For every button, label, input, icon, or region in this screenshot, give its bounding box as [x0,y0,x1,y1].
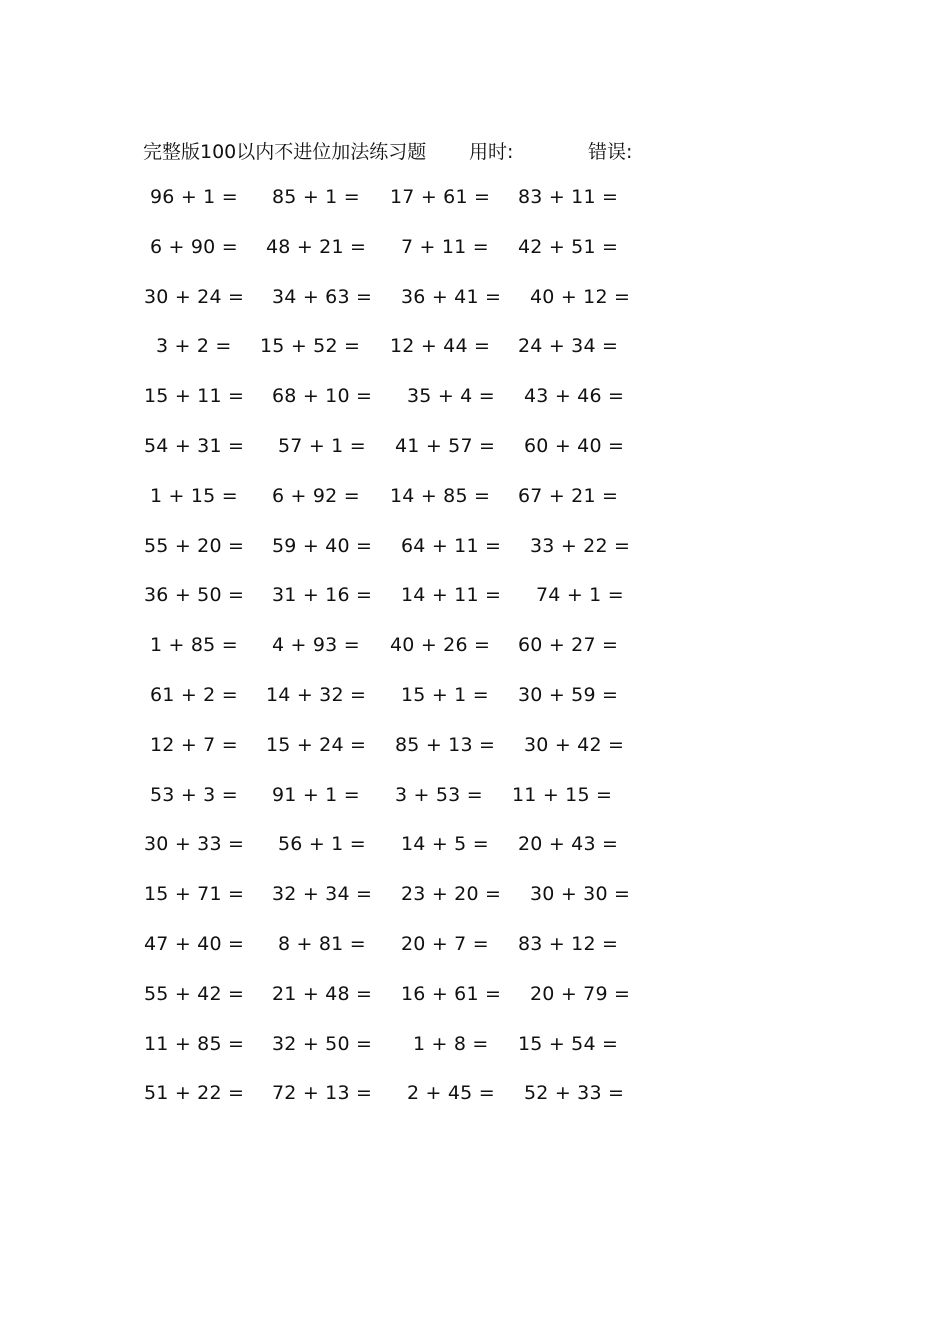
addition-problem: 12 + 44 = [390,335,491,358]
problem-row [0,385,950,435]
addition-problem: 33 + 22 = [530,534,631,557]
addition-problem: 4 + 93 = [272,634,360,657]
problem-row [0,1033,950,1083]
addition-problem: 1 + 85 = [150,634,238,657]
addition-problem: 3 + 53 = [395,783,483,806]
addition-problem: 3 + 2 = [156,335,232,358]
addition-problem: 30 + 33 = [144,833,245,856]
addition-problem: 7 + 11 = [401,235,489,258]
addition-problem: 14 + 11 = [401,584,502,607]
addition-problem: 74 + 1 = [536,584,624,607]
problem-row [0,833,950,883]
addition-problem: 23 + 20 = [401,883,502,906]
addition-problem: 59 + 40 = [272,534,373,557]
addition-problem: 83 + 11 = [518,186,619,208]
problem-row [0,734,950,784]
addition-problem: 20 + 79 = [530,982,631,1005]
addition-problem: 36 + 41 = [401,285,502,308]
addition-problem: 20 + 7 = [401,932,489,955]
addition-problem: 40 + 12 = [530,285,631,308]
time-used-label: 用时: [469,141,514,163]
addition-problem: 11 + 85 = [144,1032,245,1055]
addition-problem: 40 + 26 = [390,634,491,657]
addition-problem: 15 + 11 = [144,385,245,408]
problem-grid [0,186,950,1132]
addition-problem: 15 + 52 = [260,335,361,358]
addition-problem: 1 + 15 = [150,484,238,507]
addition-problem: 68 + 10 = [272,385,373,408]
addition-problem: 47 + 40 = [144,932,245,955]
addition-problem: 60 + 40 = [524,434,625,457]
addition-problem: 48 + 21 = [266,235,367,258]
problem-row [0,186,950,236]
addition-problem: 83 + 12 = [518,932,619,955]
addition-problem: 32 + 50 = [272,1032,373,1055]
problem-row [0,634,950,684]
addition-problem: 41 + 57 = [395,434,496,457]
addition-problem: 55 + 20 = [144,534,245,557]
addition-problem: 57 + 1 = [278,434,366,457]
addition-problem: 12 + 7 = [150,733,238,756]
problem-row [0,983,950,1033]
addition-problem: 30 + 42 = [524,733,625,756]
problem-row [0,684,950,734]
addition-problem: 15 + 54 = [518,1032,619,1055]
addition-problem: 60 + 27 = [518,634,619,657]
addition-problem: 85 + 13 = [395,733,496,756]
addition-problem: 14 + 32 = [266,683,367,706]
addition-problem: 56 + 1 = [278,833,366,856]
worksheet-title: 完整版100以内不进位加法练习题 [143,141,427,163]
addition-problem: 91 + 1 = [272,783,360,806]
problem-row [0,435,950,485]
addition-problem: 54 + 31 = [144,434,245,457]
addition-problem: 6 + 92 = [272,484,360,507]
problem-row [0,236,950,286]
problem-row [0,485,950,535]
addition-problem: 6 + 90 = [150,235,238,258]
problem-row [0,1082,950,1132]
addition-problem: 31 + 16 = [272,584,373,607]
problem-row [0,933,950,983]
addition-problem: 35 + 4 = [407,385,495,408]
addition-problem: 30 + 59 = [518,683,619,706]
errors-label: 错误: [588,141,633,163]
addition-problem: 14 + 85 = [390,484,491,507]
addition-problem: 52 + 33 = [524,1082,625,1105]
addition-problem: 36 + 50 = [144,584,245,607]
addition-problem: 55 + 42 = [144,982,245,1005]
addition-problem: 43 + 46 = [524,385,625,408]
problem-row [0,335,950,385]
addition-problem: 34 + 63 = [272,285,373,308]
addition-problem: 30 + 30 = [530,883,631,906]
addition-problem: 61 + 2 = [150,683,238,706]
addition-problem: 42 + 51 = [518,235,619,258]
addition-problem: 67 + 21 = [518,484,619,507]
problem-row [0,535,950,585]
addition-problem: 11 + 15 = [512,783,613,806]
addition-problem: 15 + 71 = [144,883,245,906]
addition-problem: 85 + 1 = [272,186,360,208]
addition-problem: 14 + 5 = [401,833,489,856]
addition-problem: 2 + 45 = [407,1082,495,1105]
addition-problem: 1 + 8 = [413,1032,489,1055]
addition-problem: 16 + 61 = [401,982,502,1005]
problem-row [0,286,950,336]
addition-problem: 72 + 13 = [272,1082,373,1105]
addition-problem: 24 + 34 = [518,335,619,358]
addition-problem: 21 + 48 = [272,982,373,1005]
addition-problem: 53 + 3 = [150,783,238,806]
addition-problem: 8 + 81 = [278,932,366,955]
addition-problem: 64 + 11 = [401,534,502,557]
addition-problem: 30 + 24 = [144,285,245,308]
addition-problem: 20 + 43 = [518,833,619,856]
problem-row [0,584,950,634]
problem-row [0,784,950,834]
addition-problem: 32 + 34 = [272,883,373,906]
addition-problem: 96 + 1 = [150,186,238,208]
addition-problem: 15 + 1 = [401,683,489,706]
addition-problem: 51 + 22 = [144,1082,245,1105]
addition-problem: 15 + 24 = [266,733,367,756]
addition-problem: 17 + 61 = [390,186,491,208]
problem-row [0,883,950,933]
